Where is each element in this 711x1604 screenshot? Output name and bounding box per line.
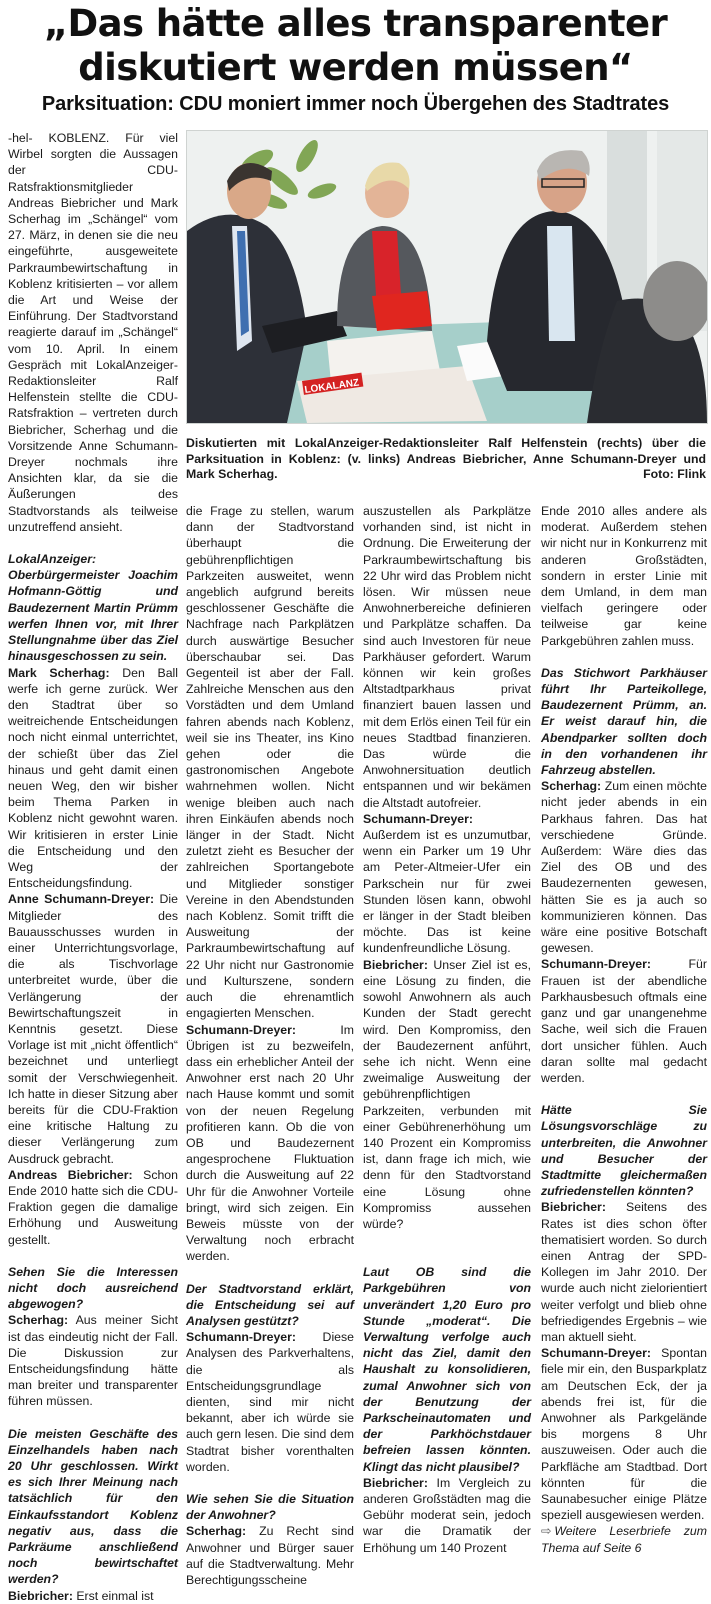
further-reading-text: Weitere Leserbriefe zum Thema auf Seite 6 xyxy=(541,1524,707,1555)
intro-paragraph: -hel- KOBLENZ. Für viel Wirbel sorgten die Aussagen der CDU-Ratsfraktionsmitglieder Andreas Biebricher und Mark Scherhag im „Schängel“ vom 27. März, in denen sie die neu eingeführte, ausgeweitete Parkraumbewirtschaftung in Koblenz kritisierten – vor allem die Art und Weise der Einführung. Der Stadtvorstand reagierte darauf im „Schängel“ vom 10. April. In einem Gespräch mit LokalAnzeiger-Redaktionsleiter Ralf Helfenstein stellte die CDU-Ratsfraktion – vertreten durch Biebricher, Scherhag und die Vorsitzende Anne Schumann-Dreyer nochmals ihre Ansichten klar, da sie die Äußerungen des Stadtvorstands als teilweise unzutreffend ansieht. xyxy=(8,131,178,534)
speaker-name: Biebricher: xyxy=(541,1200,606,1215)
interview-question: Laut OB sind die Parkgebühren von unverändert 1,20 Euro pro Stunde „moderat“. Die Verwaltung verfolge auch nicht das Ziel, damit den Haushalt zu konsolidieren, zumal Anwohner sich von der Benutzung der Parkscheinautomaten und der Parkhöchstdauer befreien lassen könnten. Klingt das nicht plausibel? xyxy=(363,1265,531,1474)
answer-continuation: Ende 2010 alles andere als moderat. Außerdem stehen wir nicht nur in Konkurrenz mit anderen Großstädten, sondern in erster Linie mit dem Umland, in dem man vielfach geringere oder teilweise gar keine Parkgebühren zahlen muss. xyxy=(541,504,707,648)
answer-text: Schon Ende 2010 hatte sich die CDU-Fraktion gegen die damalige Erhöhung und Ausweitung gestellt. xyxy=(8,1167,178,1247)
speaker-name: Schumann-Dreyer: xyxy=(541,957,652,972)
answer-text: Seitens des Rates ist dies schon öfter thematisiert worden. So durch einen Antrag der SPD-Kollegen im Jahr 2010. Der wurde auch nicht zielorientiert weiter verfolgt und blieb ohne befriedigendes Ergebnis – wie man aktuell sieht. xyxy=(541,1200,707,1344)
interview-answer xyxy=(541,1199,707,1345)
speaker-name: Biebricher: xyxy=(8,1588,73,1603)
subheadline: Parksituation: CDU moniert immer noch Übergehen des Stadtrates xyxy=(41,93,670,115)
answer-continuation: die Frage zu stellen, warum dann der Stadtvorstand überhaupt die gebührenpflichtigen Parkzeiten ausweitet, wenn angeblich aufgrund bereits geschlossener Geschäfte die Nachfrage nach Parkplätzen durch auswärtige Besucher überschaubar sei. Das Gegenteil ist aber der Fall. Zahlreiche Menschen aus den Vorstädten und dem Umland fahren abends nach Koblenz, weil sie ins Theater, ins Kino gehen oder die gastronomischen Angebote wahrnehmen wollen. Nicht wenige bleiben auch nach ihren Einkäufen abends noch länger in der Stadt. Nicht zuletzt zieht es Besucher der zahlreichen Sportangebote und Mitglieder sonstiger Vereine in den Abendstunden nach Koblenz. Somit trifft die Ausweitung der Parkraumbewirtschaftung auf 22 Uhr nicht nur Gastronomie und Kulturszene, sondern auch die ehrenamtlich engagierten Menschen. xyxy=(186,504,354,1021)
interview-question: Die meisten Geschäfte des Einzelhandels haben nach 20 Uhr geschlossen. Wirkt es sich Ihrer Meinung nach tatsächlich für den Einkaufsstandort Koblenz negativ aus, dass die Parkräume anschließend noch bewirtschaftet werden? xyxy=(8,1426,178,1587)
interview-answer xyxy=(8,1167,178,1248)
speaker-name: Andreas Biebricher: xyxy=(8,1167,133,1182)
interview-answer xyxy=(541,956,707,1086)
interview-question: Hätte Sie Lösungsvorschläge zu unterbreiten, die Anwohner und Besucher der Stadtmitte gleichermaßen zufriedenstellen könnten? xyxy=(541,1103,707,1199)
article-column-2 xyxy=(186,503,354,1588)
answer-text: Unser Ziel ist es, eine Lösung zu finden, die sowohl Anwohnern als auch Kunden der Stadt gerecht wird. Den Kompromiss, den der Baudezernent anführt, sehe ich nicht. Wenn eine zweimalige Ausweitung der gebührenpflichtigen Parkzeiten, verbunden mit einer Gebührenerhöhung um 140 Prozent ein Kompromiss ist, dann frage ich mich, wie denn für den Stadtvorstand eine Lösung ohne Kompromiss aussehen würde? xyxy=(363,957,531,1231)
answer-text: Für Frauen ist der abendliche Parkhausbesuch oftmals eine ganz und gar unangenehme Sache, weil sich die Frauen dort unsicher fühlen. Auch daran sollte mal gedacht werden. xyxy=(541,957,707,1085)
speaker-name: Schumann-Dreyer: xyxy=(363,811,474,826)
answer-text: Erst einmal ist xyxy=(72,1588,154,1603)
interview-answer xyxy=(363,811,531,957)
interview-answer xyxy=(363,957,531,1232)
photo-caption xyxy=(186,436,706,483)
interview-answer xyxy=(8,665,178,892)
answer-text: Außerdem ist es unzumutbar, wenn ein Parker um 19 Uhr am Peter-Altmeier-Ufer ein Parkschein nur für zwei Stunden lösen kann, obwohl er länger in der Stadt bleiben möchte. Das ist keine kundenfreundliche Lösung. xyxy=(363,828,531,956)
arrow-right-icon: ⇨ xyxy=(541,1524,552,1539)
newspaper-label: LOKALANZ xyxy=(303,377,360,396)
interview-question: Sehen Sie die Interessen nicht doch ausreichend abgewogen? xyxy=(8,1264,178,1312)
speaker-name: Mark Scherhag: xyxy=(8,665,110,680)
answer-text: Im Vergleich zu anderen Großstädten mag die Gebühr moderat sein, jedoch war die Dramatik der Erhöhung um 140 Prozent xyxy=(363,1475,531,1555)
speaker-name: Schumann-Dreyer: xyxy=(186,1022,297,1037)
article-photo xyxy=(186,130,708,424)
speaker-name: Scherhag: xyxy=(541,779,602,794)
speaker-name: Scherhag: xyxy=(8,1313,69,1328)
answer-text: Die Mitglieder des Bauausschusses wurden in einer Unterrichtungsvorlage, die als Tischvorlage unterbreitet wurde, über die Verlängerung der Bewirtschaftungszeit in Kenntnis gesetzt. Diese Vorlage ist mit „nicht öffentlich“ bezeichnet und unterliegt somit der Verschwiegenheit. Ich hatte in dieser Sitzung aber bereits für die CDU-Fraktion eine kritische Haltung zu dieser Verlängerung zum Ausdruck gebracht. xyxy=(8,892,178,1166)
answer-text: Spontan fiele mir ein, den Busparkplatz am Deutschen Eck, der ja abends frei ist, für die Anwohner als Parkgelände bis morgens 8 Uhr auszuweisen. Oder auch die Parkfläche am Stadtbad. Dort könnten für die Saunabesucher einige Plätze speziell ausgewiesen werden. xyxy=(541,1346,707,1523)
article-column-1 xyxy=(8,130,178,1604)
speaker-name: Biebricher: xyxy=(363,957,428,972)
speaker-name: Scherhag: xyxy=(186,1524,247,1539)
interview-answer xyxy=(186,1022,354,1265)
interview-answer xyxy=(186,1329,354,1475)
further-reading-reference xyxy=(541,1523,707,1555)
interview-question: Der Stadtvorstand erklärt, die Entscheidung sei auf Analysen gestützt? xyxy=(186,1281,354,1328)
speaker-name: Schumann-Dreyer: xyxy=(186,1330,297,1345)
answer-continuation: auszustellen als Parkplätze vorhanden sind, ist nicht in Ordnung. Die Erweiterung der Parkraumbewirtschaftung bis 22 Uhr wird das Problem nicht lösen. Wir müssen neue Anwohnerbereiche definieren und Parkplätze schaffen. Da sind auch Investoren für neue Parkhäuser gefordert. Warum können wir kein großes Altstadtparkhaus privat finanziert bauen lassen und mit dem Erlös einen Teil für ein neues Stadtbad finanzieren. Das würde die Anwohnersituation deutlich entspannen und wir bekämen die Altstadt autofreier. xyxy=(363,504,531,810)
interview-question: Wie sehen Sie die Situation der Anwohner? xyxy=(186,1491,354,1523)
interview-question: LokalAnzeiger: Oberbürgermeister Joachim Hofmann-Göttig und Baudezernent Martin Prümm werfen Ihnen vor, mit Ihrer Stellungnahme über das Ziel hinausgeschossen zu sein. xyxy=(8,552,178,664)
interview-answer xyxy=(363,1475,531,1556)
speaker-name: Anne Schumann-Dreyer: xyxy=(8,892,155,907)
speaker-name: Schumann-Dreyer: xyxy=(541,1346,652,1361)
answer-text: Zum einen möchte nicht jeder abends in ein Parkhaus fahren. Das hat verschiedene Gründe. Außerdem: Wäre dies das Ziel des OB und des Baudezernenten gewesen, hätten Sie es ja auch so kommunizieren können. Das wäre eine positive Botschaft gewesen. xyxy=(541,779,707,956)
headline-line-2: diskutiert werden müssen“ xyxy=(78,46,633,89)
interview-answer xyxy=(8,1588,178,1604)
answer-text: Im Übrigen ist zu bezweifeln, dass ein erheblicher Anteil der Anwohner erst nach 20 Uhr nach Hause kommt und somit von der neuen Regelung profitieren kann. Ob die von OB und Baudezernent angesprochene Fluktuation durch die Ausweitung auf 22 Uhr für die Anwohner Vorteile bringt, wird sich zeigen. Ein Beweis müsste von der Verwaltung noch erbracht werden. xyxy=(186,1022,354,1264)
headline-line-1: „Das hätte alles transparenter xyxy=(43,2,668,45)
headline xyxy=(0,2,711,90)
answer-text: Zu Recht sind Anwohner und Bürger sauer auf die Stadtverwaltung. Mehr Berechtigungsscheine xyxy=(186,1524,354,1587)
article-column-4 xyxy=(541,503,707,1556)
interview-question: Das Stichwort Parkhäuser führt Ihr Parteikollege, Baudezernent Prümm, an. Er weist darauf hin, die Abendparker sollten doch in den vorhandenen ihr Fahrzeug abstellen. xyxy=(541,665,707,778)
interview-answer xyxy=(8,1312,178,1409)
answer-text: Aus meiner Sicht ist das eindeutig nicht der Fall. Die Diskussion zur Entscheidungsfindung hätte man breiter und transparenter führen müssen. xyxy=(8,1313,178,1409)
meeting-photo-illustration xyxy=(187,131,707,423)
speaker-name: Biebricher: xyxy=(363,1475,428,1490)
interview-answer xyxy=(541,778,707,956)
answer-text: Den Ball werfe ich gerne zurück. Wer den Stadtrat über so weitreichende Entscheidungen noch nicht einmal unterrichtet, der schießt über das Ziel hinaus und geht damit einen neuen Weg, den wir bisher beim Thema Parken in Koblenz nicht gewohnt waren. Wir kritisieren in erster Linie die Entscheidung und den Weg der Entscheidungsfindung. xyxy=(8,665,178,891)
interview-answer xyxy=(186,1523,354,1588)
interview-answer xyxy=(8,891,178,1166)
answer-text: Diese Analysen des Parkverhaltens, die als Entscheidungsgrundlage dienten, sind mir nicht bekannt, aber ich würde sie auch gern lesen. Die sind dem Stadtrat bisher vorenthalten worden. xyxy=(186,1330,354,1474)
caption-text: Diskutierten mit LokalAnzeiger-Redaktionsleiter Ralf Helfenstein (rechts) über die Parksituation in Koblenz: (v. links) Andreas Biebricher, Anne Schumann-Dreyer und Mark Scherhag. xyxy=(186,436,706,481)
interview-answer xyxy=(541,1345,707,1523)
photo-credit: Foto: Flink xyxy=(643,467,706,481)
article-column-3 xyxy=(363,503,531,1556)
